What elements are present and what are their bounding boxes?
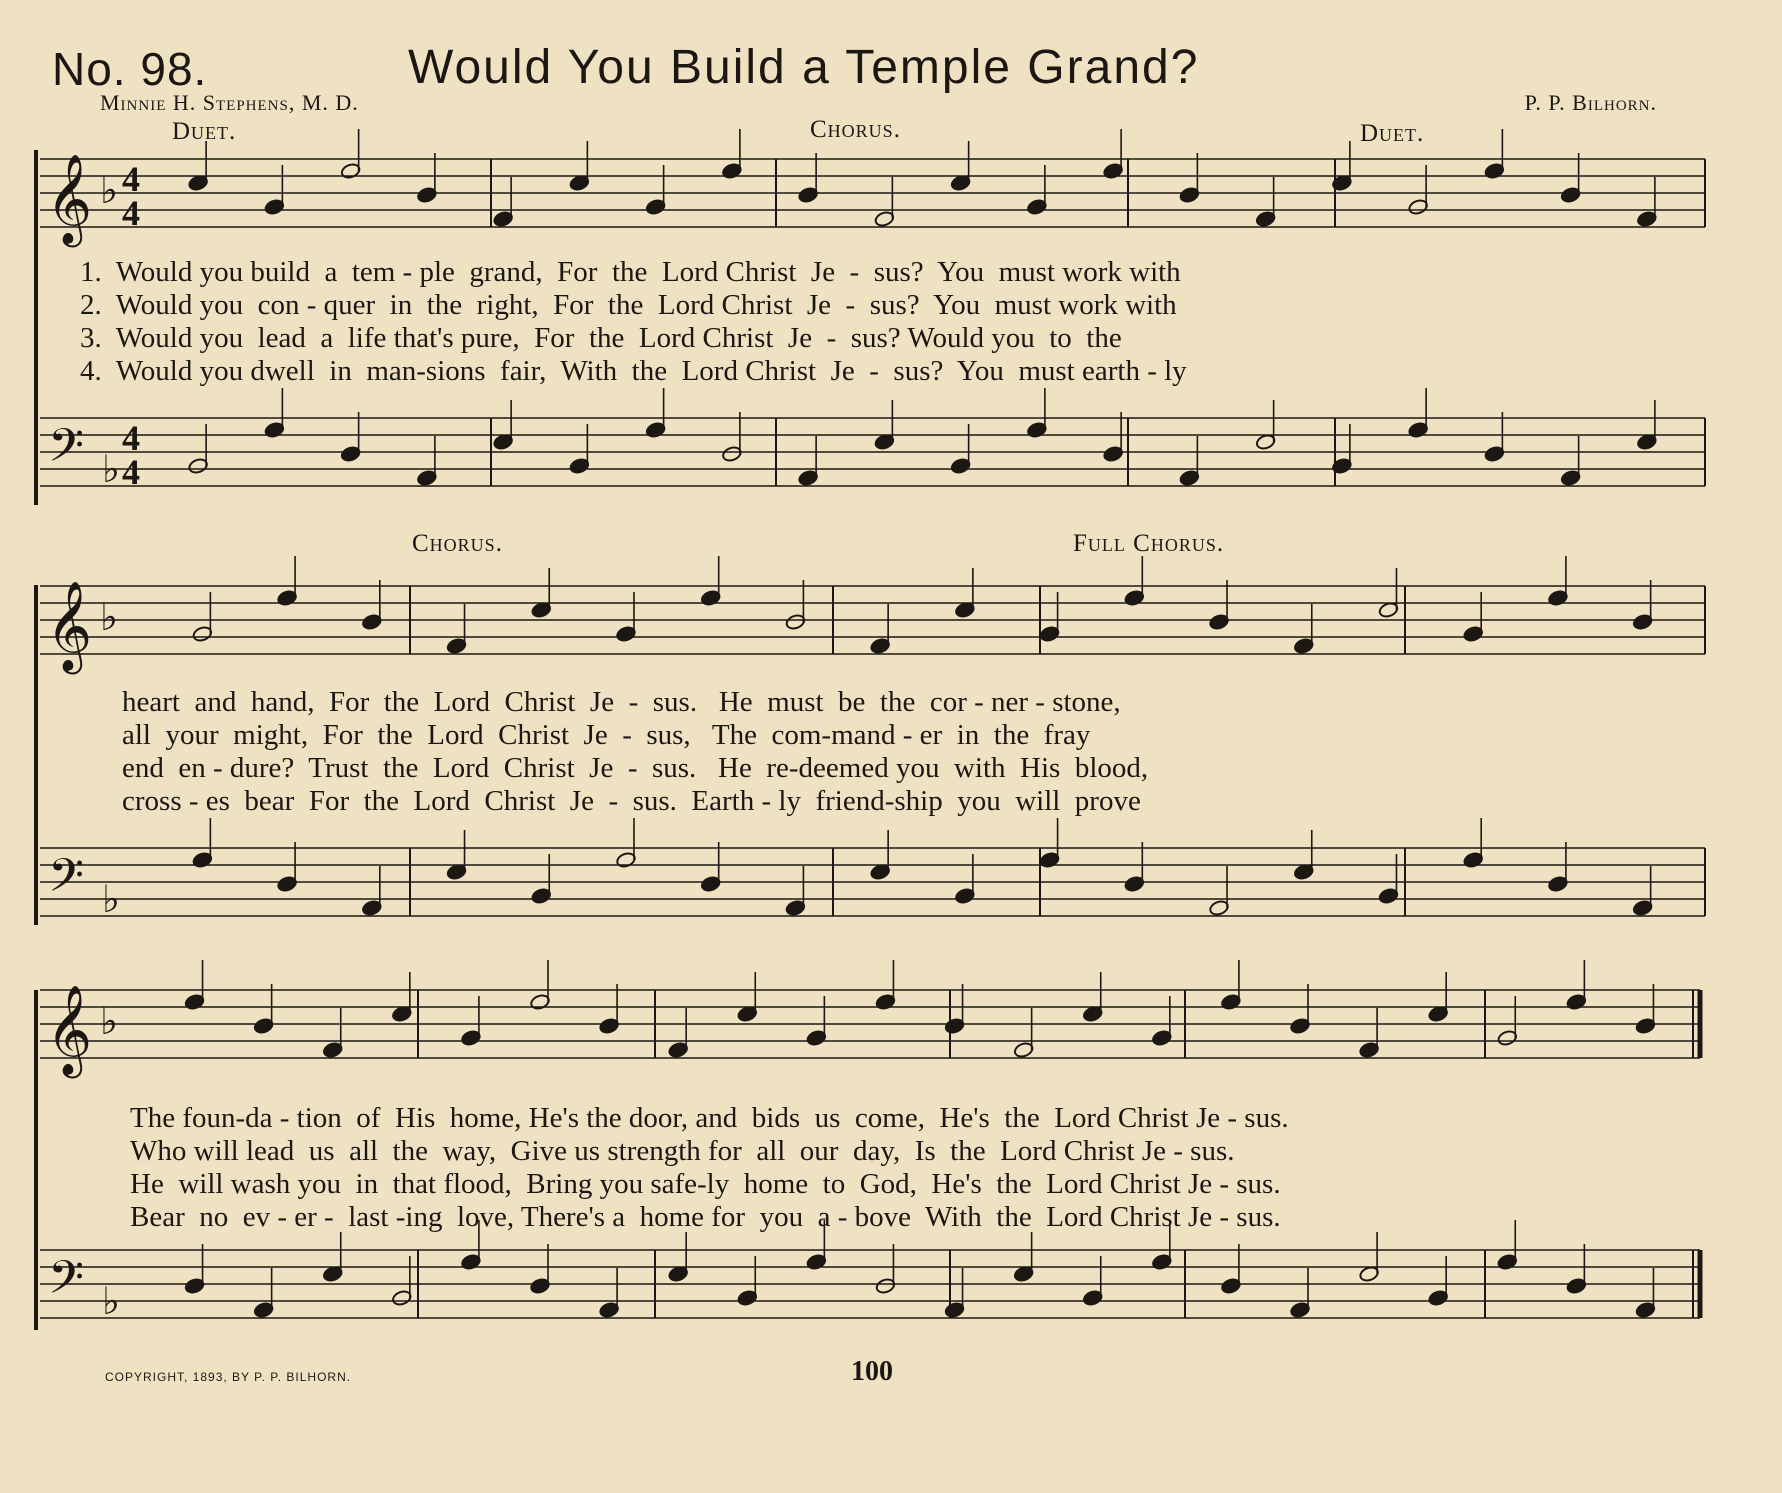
time-signature-top: 4 xyxy=(122,418,140,458)
time-signature-bottom: 4 xyxy=(122,452,140,492)
time-signature-top: 4 xyxy=(122,159,140,199)
verse-line: all your might, For the Lord Christ Je - sus, The com-mand - er in the fray xyxy=(122,719,1091,751)
bass-clef-icon: 𝄢 xyxy=(48,849,85,914)
verse-line: end en - dure? Trust the Lord Christ Je - sus. He re-deemed you with His blood, xyxy=(122,752,1149,784)
verse-line: 3. Would you lead a life that's pure, For the Lord Christ Je - sus? Would you to the xyxy=(80,322,1122,354)
duet-marking-2: Duet. xyxy=(1360,120,1425,147)
copyright-notice: COPYRIGHT, 1893, BY P. P. BILHORN. xyxy=(105,1370,352,1384)
full-chorus-marking: Full Chorus. xyxy=(1073,530,1225,557)
verse-line: heart and hand, For the Lord Christ Je - sus. He must be the cor - ner - stone, xyxy=(122,686,1121,718)
bass-clef-icon: 𝄢 xyxy=(48,419,85,484)
verse-line: Who will lead us all the way, Give us strength for all our day, Is the Lord Christ Je - sus. xyxy=(130,1135,1235,1167)
verse-line: Bear no ev - er - last -ing love, There's a home for you a - bove With the Lord Christ Je - sus. xyxy=(130,1201,1281,1233)
verse-line: The foun-da - tion of His home, He's the door, and bids us come, He's the Lord Christ Je - sus. xyxy=(130,1102,1289,1134)
verse-line: 1. Would you build a tem - ple grand, For the Lord Christ Je - sus? You must work with xyxy=(80,256,1181,288)
treble-clef-icon: 𝄞 xyxy=(46,154,93,244)
treble-clef-icon: 𝄞 xyxy=(46,985,93,1075)
flat-icon: ♭ xyxy=(102,877,120,921)
page-number: 100 xyxy=(851,1356,893,1387)
flat-icon: ♭ xyxy=(100,595,118,639)
time-signature-bottom: 4 xyxy=(122,193,140,233)
treble-clef-icon: 𝄞 xyxy=(46,581,93,671)
verse-line: cross - es bear For the Lord Christ Je - sus. Earth - ly friend-ship you will prove xyxy=(122,785,1141,817)
verse-line: He will wash you in that flood, Bring you safe-ly home to God, He's the Lord Christ Je - sus. xyxy=(130,1168,1281,1200)
flat-icon: ♭ xyxy=(102,447,120,491)
composer-credit: P. P. Bilhorn. xyxy=(1524,90,1657,115)
chorus-marking-1: Chorus. xyxy=(810,116,901,143)
verse-line: 4. Would you dwell in man-sions fair, With the Lord Christ Je - sus? You must earth - ly xyxy=(80,355,1187,387)
verse-line: 2. Would you con - quer in the right, For the Lord Christ Je - sus? You must work with xyxy=(80,289,1177,321)
flat-icon: ♭ xyxy=(100,168,118,212)
hymn-number: No. 98. xyxy=(52,43,208,95)
hymn-title: Would You Build a Temple Grand? xyxy=(408,41,1200,94)
bass-clef-icon: 𝄢 xyxy=(48,1251,85,1316)
chorus-marking-2: Chorus. xyxy=(412,530,503,557)
flat-icon: ♭ xyxy=(102,1279,120,1323)
flat-icon: ♭ xyxy=(100,999,118,1043)
lyricist-credit: Minnie H. Stephens, M. D. xyxy=(100,90,359,115)
duet-marking-1: Duet. xyxy=(172,118,237,145)
